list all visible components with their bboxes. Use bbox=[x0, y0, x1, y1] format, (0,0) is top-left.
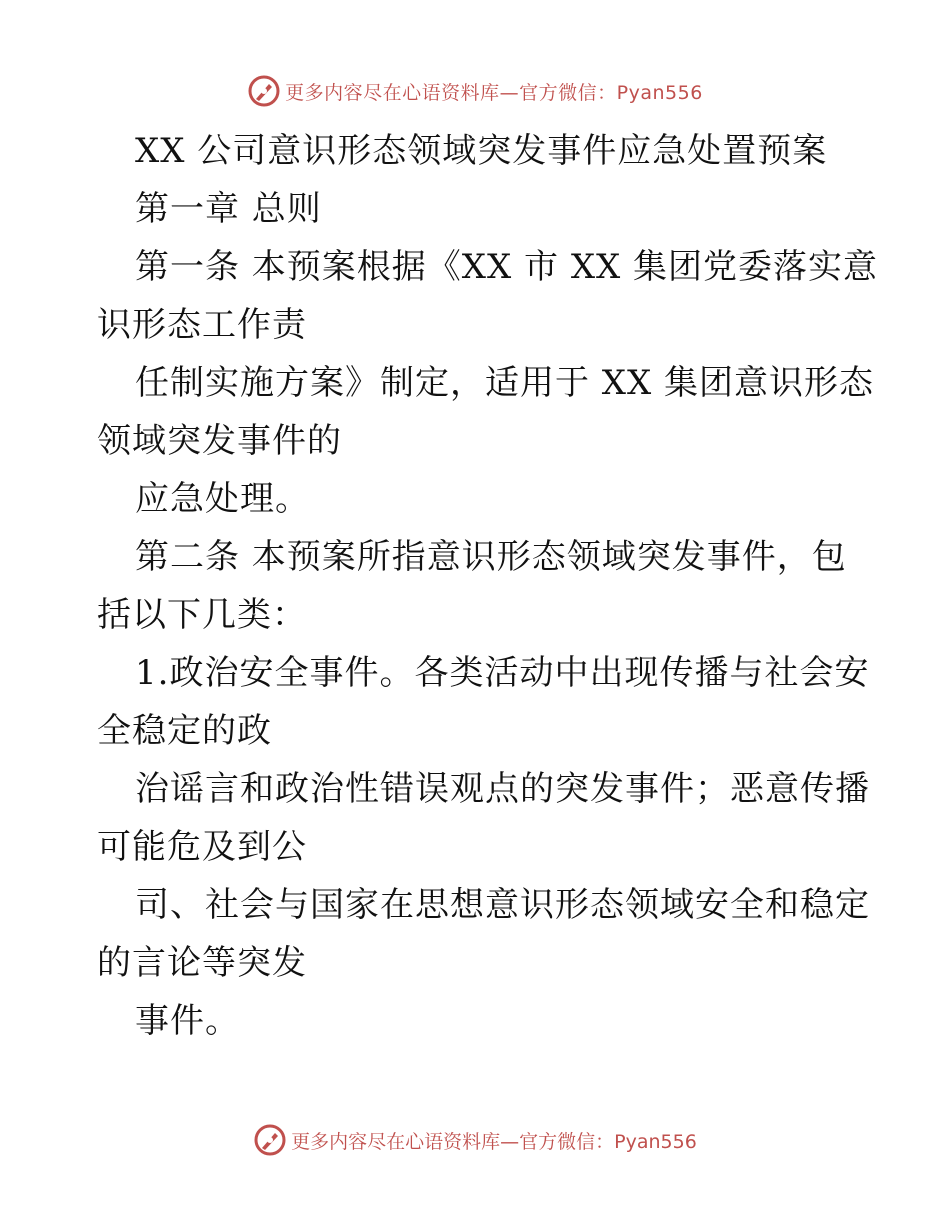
document-title: XX 公司意识形态领域突发事件应急处置预案 bbox=[135, 131, 828, 171]
footer-watermark bbox=[0, 1120, 950, 1160]
paragraph-line: 应急处理。 bbox=[135, 479, 310, 519]
paragraph-line: 1.政治安全事件。各类活动中出现传播与社会安 bbox=[135, 653, 870, 693]
paragraph-line: 第二条 本预案所指意识形态领域突发事件，包 bbox=[135, 537, 847, 577]
chapter-heading: 第一章 总则 bbox=[135, 189, 322, 229]
paragraph-line: 任制实施方案》制定，适用于 XX 集团意识形态 bbox=[135, 363, 875, 403]
paragraph-line: 领域突发事件的 bbox=[97, 421, 342, 461]
watermark-text: 更多内容尽在心语资料库—官方微信：Pyan556 bbox=[285, 81, 703, 104]
paragraph-line: 识形态工作责 bbox=[97, 305, 307, 345]
paragraph-line: 第一条 本预案根据《XX 市 XX 集团党委落实意 bbox=[135, 247, 879, 287]
document-body bbox=[97, 122, 879, 1050]
paragraph-line: 括以下几类： bbox=[97, 595, 307, 635]
paragraph-line: 可能危及到公 bbox=[97, 827, 307, 867]
paragraph-line: 全稳定的政 bbox=[97, 711, 272, 751]
pen-logo-icon bbox=[247, 74, 281, 108]
paragraph-line: 事件。 bbox=[135, 1001, 240, 1041]
header-watermark bbox=[0, 71, 950, 111]
pen-logo-icon bbox=[253, 1123, 287, 1157]
watermark-text: 更多内容尽在心语资料库—官方微信：Pyan556 bbox=[291, 1130, 697, 1153]
paragraph-line: 治谣言和政治性错误观点的突发事件；恶意传播 bbox=[135, 769, 870, 809]
paragraph-line: 的言论等突发 bbox=[97, 943, 307, 983]
paragraph-line: 司、社会与国家在思想意识形态领域安全和稳定 bbox=[135, 885, 870, 925]
